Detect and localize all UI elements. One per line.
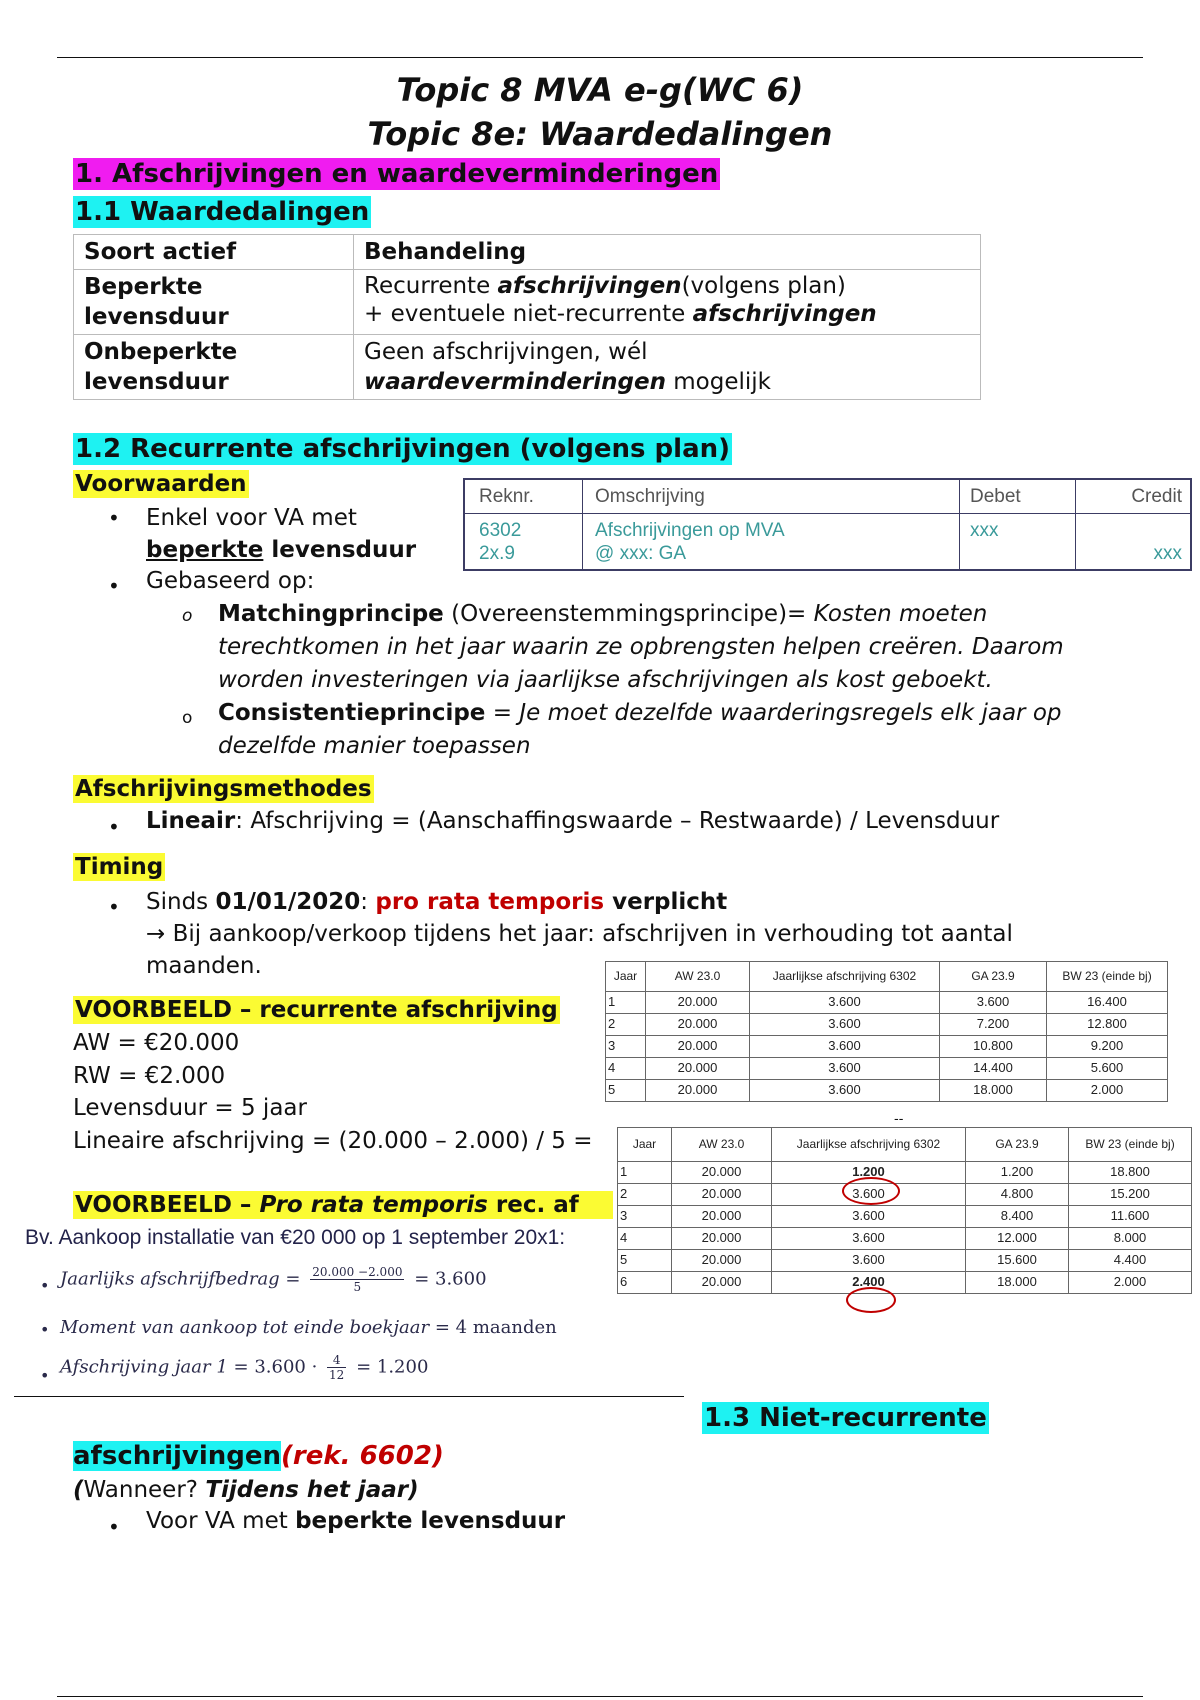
voorwaarden-bullet-1 <box>146 502 416 566</box>
cell-behandeling <box>354 335 981 400</box>
table-row <box>618 1184 1192 1206</box>
cell: 11.600 <box>1069 1206 1192 1228</box>
cell: 18.000 <box>966 1272 1069 1294</box>
text-span: verplicht <box>604 889 728 915</box>
numerator: 4 <box>327 1353 346 1368</box>
lineaire-afschrijving: Lineaire afschrijving = (20.000 – 2.000) / 5 = <box>73 1127 593 1154</box>
cell: 20.000 <box>646 1080 750 1102</box>
text-span: Lineair <box>146 808 236 834</box>
bullet-icon: • <box>108 1515 120 1539</box>
text-span: (Overeenstemmingsprincipe)= <box>443 601 814 627</box>
table-row <box>606 1014 1168 1036</box>
cell: 15.600 <box>966 1250 1069 1272</box>
cell: 5.600 <box>1047 1058 1168 1080</box>
cell: 12.000 <box>966 1228 1069 1250</box>
text-span: Consistentieprincipe <box>218 700 486 726</box>
consistentie-principle <box>218 697 1138 763</box>
type-line-1: Beperkte <box>84 274 203 300</box>
cell: 20.000 <box>672 1250 772 1272</box>
cell: 18.800 <box>1069 1162 1192 1184</box>
cell: 2.000 <box>1047 1080 1168 1102</box>
bullet-icon: • <box>108 506 120 530</box>
cell: 20.000 <box>646 1058 750 1080</box>
section-1-3-heading-cont <box>73 1440 444 1474</box>
cell: 10.800 <box>940 1036 1047 1058</box>
header-cell: Jaar <box>606 962 646 992</box>
text-span: rec. af <box>487 1192 579 1218</box>
text-span: levensduur <box>263 537 417 563</box>
cell-soort <box>74 270 354 335</box>
fraction <box>310 1265 404 1294</box>
bullet-icon: • <box>40 1366 50 1385</box>
table-row <box>618 1272 1192 1294</box>
text-span: = 1.200 <box>356 1356 429 1378</box>
cell: 4.400 <box>1069 1250 1192 1272</box>
page-subtitle: Topic 8e: Waardedalingen <box>367 115 833 153</box>
cell: 7.200 <box>940 1014 1047 1036</box>
voorwaarden-bullet-2: Gebaseerd op: <box>146 568 315 594</box>
cell: 20.000 <box>672 1162 772 1184</box>
levensduur-value: Levensduur = 5 jaar <box>73 1095 307 1121</box>
journal-reknr-debet: 6302 <box>479 520 522 541</box>
header-cell: Jaar <box>618 1128 672 1162</box>
text-span: + eventuele niet-recurrente <box>364 301 693 327</box>
text-span: → Bij aankoop/verkoop tijdens het jaar: afschrijven in verhouding tot aantal <box>146 921 1013 947</box>
journal-divider <box>959 480 960 569</box>
journal-debet-value: xxx <box>970 520 999 541</box>
header-cell: Jaarlijkse afschrijving 6302 <box>772 1128 966 1162</box>
text-span: VOORBEELD – <box>75 1192 260 1218</box>
type-line-2: levensduur <box>84 369 229 395</box>
section-1-3-heading: 1.3 Niet-recurrente <box>704 1403 987 1433</box>
cell: 3.600 <box>750 1014 940 1036</box>
text-span: afschrijvingen <box>497 273 682 299</box>
text-span: beperkte levensduur <box>295 1508 566 1534</box>
type-line-1: Onbeperkte <box>84 339 238 365</box>
cell: 2 <box>618 1184 672 1206</box>
formula-afschrijving-jaar-1 <box>60 1353 428 1382</box>
header-cell: Jaarlijkse afschrijving 6302 <box>750 962 940 992</box>
journal-entry <box>463 478 1192 571</box>
section-1-heading: 1. Afschrijvingen en waardeverminderingen <box>75 159 719 189</box>
text-span: Sinds <box>146 889 216 915</box>
cell: 5 <box>606 1080 646 1102</box>
text-span: 01/01/2020 <box>215 889 361 915</box>
text-span: Kosten moeten <box>813 601 988 627</box>
cell: 4 <box>606 1058 646 1080</box>
cell: 3.600 <box>772 1228 966 1250</box>
fraction <box>327 1353 346 1382</box>
text-span: (volgens plan) <box>681 273 846 299</box>
voorbeeld-1-label: VOORBEELD – recurrente afschrijving <box>75 997 558 1023</box>
text-span: beperkte <box>146 537 264 563</box>
header-cell: BW 23 (einde bj) <box>1047 962 1168 992</box>
text-span: ( <box>73 1477 84 1503</box>
voorbeeld-1-values <box>73 1027 593 1157</box>
journal-omschrijving-2: @ xxx: GA <box>595 543 687 564</box>
cell: 8.000 <box>1069 1228 1192 1250</box>
text-span: maanden. <box>146 953 262 979</box>
waardedalingen-table <box>73 234 981 400</box>
voorwaarden-label: Voorwaarden <box>75 471 247 497</box>
methodes-label: Afschrijvingsmethodes <box>75 776 372 802</box>
cell: 4 <box>618 1228 672 1250</box>
voorbeeld-2-line: Bv. Aankoop installatie van €20 000 op 1 september 20x1: <box>25 1226 566 1249</box>
text-span: (rek. 6602) <box>281 1441 444 1471</box>
text-span: = 3.600 <box>414 1268 487 1290</box>
journal-divider <box>582 480 583 569</box>
cell: 3.600 <box>750 1036 940 1058</box>
cell: 20.000 <box>646 1014 750 1036</box>
text-span: afschrijvingen <box>692 301 877 327</box>
table-header-row <box>618 1128 1192 1162</box>
bullet-icon: • <box>108 815 120 839</box>
denominator: 12 <box>329 1368 345 1382</box>
cell: 1.200 <box>772 1162 966 1184</box>
table-header-row <box>606 962 1168 992</box>
cell: 3 <box>618 1206 672 1228</box>
header-cell: AW 23.0 <box>646 962 750 992</box>
cell: 1 <box>618 1162 672 1184</box>
section-separator <box>14 1396 684 1397</box>
text-span: Je moet dezelfde waarderingsregels elk jaar op <box>519 700 1062 726</box>
cell: 3.600 <box>750 1058 940 1080</box>
text-span: terechtkomen in het jaar waarin ze opbrengsten helpen creëren. Daarom <box>218 634 1064 660</box>
bullet-icon: • <box>108 895 120 919</box>
text-span: Voor VA met <box>146 1508 296 1534</box>
cell: 5 <box>618 1250 672 1272</box>
table-row <box>74 335 981 400</box>
section-1-1-heading: 1.1 Waardedalingen <box>75 197 370 227</box>
text-span: Wanneer? <box>83 1477 206 1503</box>
text-span: pro rata temporis <box>375 889 605 915</box>
cell-soort <box>74 335 354 400</box>
cell: 20.000 <box>672 1184 772 1206</box>
text-span: Recurrente <box>364 273 498 299</box>
cell: 20.000 <box>672 1206 772 1228</box>
header-cell: GA 23.9 <box>940 962 1047 992</box>
cell: 15.200 <box>1069 1184 1192 1206</box>
text-span: afschrijvingen <box>73 1441 282 1471</box>
cell: 2.000 <box>1069 1272 1192 1294</box>
header-behandeling: Behandeling <box>354 235 981 270</box>
table-row <box>618 1206 1192 1228</box>
journal-header-debet: Debet <box>970 486 1021 507</box>
text-span: Pro rata temporis <box>259 1192 488 1218</box>
sub-bullet-icon: o <box>182 606 193 626</box>
cell: 18.000 <box>940 1080 1047 1102</box>
denominator: 5 <box>353 1280 362 1294</box>
timing-label: Timing <box>75 854 164 880</box>
matching-principle <box>218 598 1138 697</box>
bullet-icon: • <box>40 1320 50 1339</box>
pro-rata-table <box>617 1127 1192 1294</box>
section-1-2-heading: 1.2 Recurrente afschrijvingen (volgens plan) <box>75 434 731 464</box>
bullet-icon: • <box>40 1276 50 1295</box>
text-span: Matchingprincipe <box>218 601 444 627</box>
cell: 3.600 <box>772 1250 966 1272</box>
text-span: Jaarlijks afschrijfbedrag = <box>60 1268 301 1290</box>
text-span: Tijdens het jaar) <box>205 1477 419 1503</box>
cell: 8.400 <box>966 1206 1069 1228</box>
cell: 9.200 <box>1047 1036 1168 1058</box>
text-span: Geen afschrijvingen, wél <box>364 339 648 365</box>
text-span: = 3.600 · <box>233 1356 318 1378</box>
voorbeeld-2-label <box>73 1191 613 1219</box>
table-row <box>606 1080 1168 1102</box>
formula-moment <box>60 1316 557 1339</box>
type-line-2: levensduur <box>84 304 229 330</box>
annotation-circle <box>846 1287 896 1313</box>
formula-jaarlijks <box>60 1265 487 1294</box>
wanneer-line <box>73 1476 419 1506</box>
table-row <box>618 1250 1192 1272</box>
cell: 3.600 <box>750 1080 940 1102</box>
annotation-circle <box>842 1177 900 1205</box>
journal-header-omschrijving: Omschrijving <box>595 486 705 507</box>
journal-omschrijving-1: Afschrijvingen op MVA <box>595 520 785 541</box>
journal-header-reknr: Reknr. <box>479 486 534 507</box>
cell: 6 <box>618 1272 672 1294</box>
text-span: waardeverminderingen <box>364 369 666 395</box>
recurrente-table <box>605 961 1168 1102</box>
cell: 20.000 <box>646 1036 750 1058</box>
header-cell: AW 23.0 <box>672 1128 772 1162</box>
header-soort-actief: Soort actief <box>74 235 354 270</box>
table-header-row <box>74 235 981 270</box>
table-row <box>606 992 1168 1014</box>
table-row <box>618 1228 1192 1250</box>
cell: 2 <box>606 1014 646 1036</box>
bullet-icon: • <box>108 574 120 598</box>
cell: 3.600 <box>940 992 1047 1014</box>
cell: 2.400 <box>772 1272 966 1294</box>
top-rule <box>57 57 1143 58</box>
cell: 12.800 <box>1047 1014 1168 1036</box>
journal-header-line <box>465 513 1190 514</box>
cell: 1.200 <box>966 1162 1069 1184</box>
journal-reknr-credit: 2x.9 <box>479 543 515 564</box>
section-1-3-bullet <box>146 1507 565 1537</box>
cell-behandeling <box>354 270 981 335</box>
text-span: = <box>485 700 520 726</box>
header-cell: BW 23 (einde bj) <box>1069 1128 1192 1162</box>
text-span: Moment van aankoop tot einde boekjaar <box>60 1317 430 1338</box>
journal-credit-value: xxx <box>1153 543 1182 564</box>
numerator: 20.000 −2.000 <box>312 1265 403 1279</box>
cell: 3.600 <box>772 1184 966 1206</box>
table-row <box>618 1162 1192 1184</box>
text-span: Afschrijving jaar 1 <box>60 1356 228 1378</box>
text-span: mogelijk <box>665 369 771 395</box>
cell: 20.000 <box>672 1228 772 1250</box>
table-tick: -- <box>894 1112 904 1127</box>
bottom-rule <box>57 1696 1143 1697</box>
sub-bullet-icon: o <box>182 708 193 728</box>
aw-value: AW = €20.000 <box>73 1030 240 1056</box>
cell: 20.000 <box>646 992 750 1014</box>
cell: 20.000 <box>672 1272 772 1294</box>
text-span: : <box>360 889 376 915</box>
lineair-method <box>146 807 999 837</box>
text-span: worden investeringen via jaarlijkse afschrijvingen als kost geboekt. <box>218 667 993 693</box>
cell: 4.800 <box>966 1184 1069 1206</box>
journal-header-credit: Credit <box>1131 486 1182 507</box>
cell: 1 <box>606 992 646 1014</box>
cell: 14.400 <box>940 1058 1047 1080</box>
rw-value: RW = €2.000 <box>73 1062 226 1089</box>
cell: 3.600 <box>750 992 940 1014</box>
text-span: = 4 maanden <box>434 1317 557 1338</box>
text-span: : Afschrijving = (Aanschaffingswaarde – Restwaarde) / Levensduur <box>235 808 1000 834</box>
cell: 3 <box>606 1036 646 1058</box>
cell: 16.400 <box>1047 992 1168 1014</box>
table-row <box>74 270 981 335</box>
table-row <box>606 1058 1168 1080</box>
table-row <box>606 1036 1168 1058</box>
text-span: Enkel voor VA met <box>146 505 357 531</box>
text-span: dezelfde manier toepassen <box>218 733 531 759</box>
page-title: Topic 8 MVA e-g(WC 6) <box>396 71 804 109</box>
cell: 3.600 <box>772 1206 966 1228</box>
journal-divider <box>1075 480 1076 569</box>
header-cell: GA 23.9 <box>966 1128 1069 1162</box>
